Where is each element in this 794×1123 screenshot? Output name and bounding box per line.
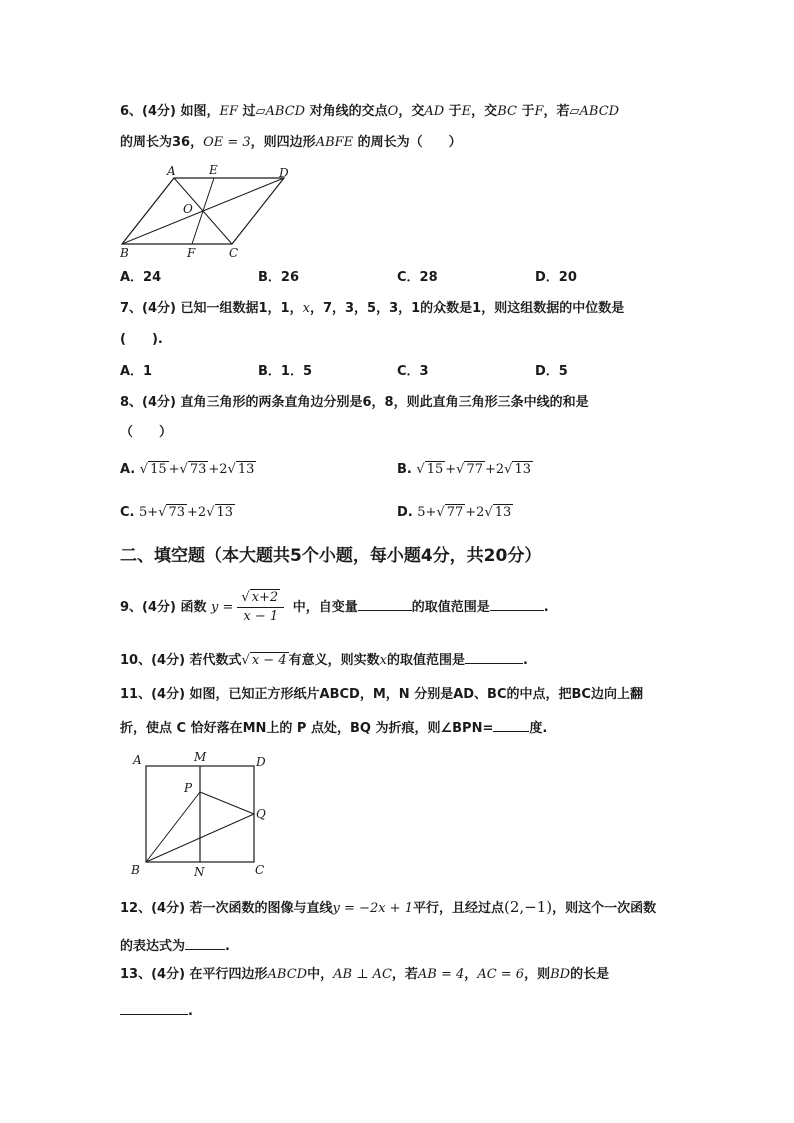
q11-line1: 11、(4分) 如图，已知正方形纸片ABCD，M，N 分别是AD、BC的中点，把BC边向上翻 [120,687,643,702]
q9-blank-1[interactable] [358,596,412,611]
label-d: D [256,755,266,769]
q7-option-c[interactable]: C．3 [397,364,429,379]
q8-option-c[interactable]: C. 5+√ 73 +2√ 13 [120,505,234,520]
q9-line: 9、(4分) 函数 y = $\frac{√ x+2}{x - 1}$ 中，自变量 的取值范围是 . [120,590,549,624]
label-c: C [255,863,265,877]
q13-line2: . [120,1000,193,1021]
segment-ef [192,178,214,244]
q8-line2: （ ） [120,425,173,440]
segment-pq [200,792,254,814]
q11-square-figure [126,748,276,880]
q8-option-b[interactable]: B. √ 15 +√ 77 +2√ 13 [397,462,531,477]
q9-blank-2[interactable] [490,596,544,611]
q6-option-b[interactable]: B．26 [258,270,299,285]
label-d: D [279,166,289,180]
q6-line1: 6、(4分) 如图，EF 过▱ABCD 对角线的交点O，交AD 于E，交BC 于F，若▱ABCD [120,104,620,119]
q11-line2: 折，使点 C 恰好落在MN上的 P 点处，BQ 为折痕，则∠BPN= 度. [120,717,547,738]
label-o: O [183,202,193,216]
q8-line1: 8、(4分) 直角三角形的两条直角边分别是6，8，则此直角三角形三条中线的和是 [120,395,589,410]
q6-option-c[interactable]: C．28 [397,270,438,285]
q10-blank[interactable] [465,649,523,664]
q8-option-d[interactable]: D. 5+√ 77 +2√ 13 [397,505,512,520]
q8-option-a[interactable]: A. √ 15 +√ 73 +2√ 13 [120,462,255,477]
label-e: E [209,163,218,177]
label-p: P [184,781,193,795]
q6-line2: 的周长为36，OE = 3，则四边形ABFE 的周长为（ ） [120,135,462,150]
q12-blank[interactable] [185,935,225,950]
q7-line1: 7、(4分) 已知一组数据1，1，x，7，3，5，3，1的众数是1，则这组数据的中位数是 [120,301,625,316]
label-m: M [194,750,207,764]
q12-line2: 的表达式为 . [120,935,230,956]
section-heading-fill-in: 二、填空题（本大题共5个小题，每小题4分，共20分） [120,546,542,566]
q6-option-a[interactable]: A．24 [120,270,162,285]
label-c: C [229,246,239,260]
q10-line: 10、(4分) 若代数式√ x − 4 有意义，则实数x的取值范围是 . [120,649,528,670]
label-f: F [187,246,196,260]
q7-line2: ( ). [120,332,163,347]
q7-option-a[interactable]: A．1 [120,364,153,379]
q12-line1: 12、(4分) 若一次函数的图像与直线y = −2x + 1平行，且经过点(2,−1)，则这个一次函数 [120,898,657,916]
label-q: Q [256,807,266,821]
q7-option-d[interactable]: D．5 [535,364,568,379]
q11-blank[interactable] [493,717,529,732]
label-b: B [120,246,129,260]
q7-option-b[interactable]: B．1．5 [258,364,312,379]
label-a: A [133,753,142,767]
q6-option-d[interactable]: D．20 [535,270,577,285]
label-b: B [131,863,140,877]
q13-blank[interactable] [120,1000,188,1015]
q6-parallelogram-figure [116,160,296,260]
label-a: A [167,164,176,178]
q13-line1: 13、(4分) 在平行四边形ABCD中，AB ⊥ AC，若AB = 4，AC = 6，则BD的长是 [120,967,610,982]
q9-fraction: $\frac{√ x+2}{x - 1}$ [237,589,284,626]
segment-bp [146,792,200,862]
label-n: N [194,865,205,879]
